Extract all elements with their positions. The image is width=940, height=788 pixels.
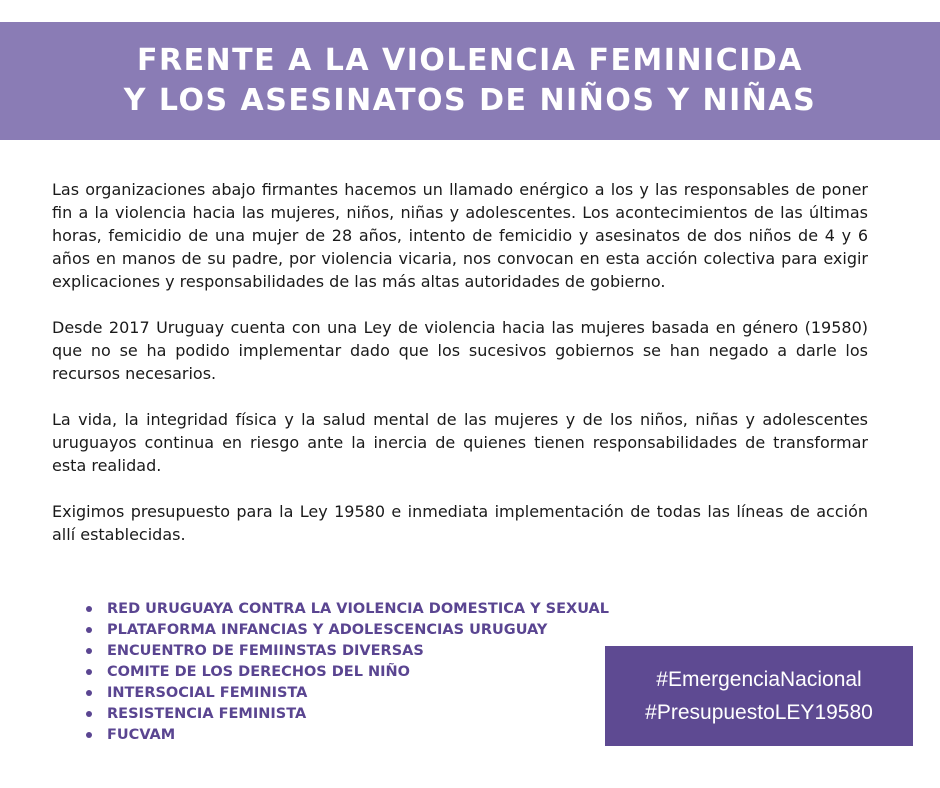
list-item xyxy=(86,640,609,661)
bullet-icon xyxy=(86,606,92,612)
statement-body xyxy=(52,178,868,569)
paragraph-law-19580: Desde 2017 Uruguay cuenta con una Ley de violencia hacia las mujeres basada en género (19580) que no se ha podido implementar dado que los sucesivos gobiernos se han negado a darle los recursos necesarios. xyxy=(52,318,868,383)
title-line-1: FRENTE A LA VIOLENCIA FEMINICIDA xyxy=(136,43,804,78)
hashtag-presupuesto-ley: #PresupuestoLEY19580 xyxy=(645,701,873,724)
list-item xyxy=(86,619,609,640)
paragraph-risk: La vida, la integridad física y la salud mental de las mujeres y de los niños, niñas y adolescentes uruguayos continua en riesgo ante la inercia de quienes tienen responsabilidades de transformar esta realidad. xyxy=(52,410,868,475)
list-item xyxy=(86,682,609,703)
bullet-icon xyxy=(86,648,92,654)
organization-name: ENCUENTRO DE FEMIINSTAS DIVERSAS xyxy=(107,642,424,659)
organization-name: RED URUGUAYA CONTRA LA VIOLENCIA DOMESTICA Y SEXUAL xyxy=(107,600,609,617)
organization-name: FUCVAM xyxy=(107,726,176,743)
organization-name: PLATAFORMA INFANCIAS Y ADOLESCENCIAS URUGUAY xyxy=(107,621,548,638)
list-item xyxy=(86,598,609,619)
organization-name: RESISTENCIA FEMINISTA xyxy=(107,705,307,722)
title-line-2: Y LOS ASESINATOS DE NIÑOS Y NIÑAS xyxy=(123,83,817,118)
bullet-icon xyxy=(86,711,92,717)
signatory-organizations-list xyxy=(86,598,609,745)
bullet-icon xyxy=(86,669,92,675)
list-item xyxy=(86,661,609,682)
paragraph-demand: Exigimos presupuesto para la Ley 19580 e inmediata implementación de todas las líneas de acción allí establecidas. xyxy=(52,502,868,544)
hashtag-box xyxy=(605,646,913,746)
bullet-icon xyxy=(86,690,92,696)
hashtag-emergencia-nacional: #EmergenciaNacional xyxy=(656,668,862,691)
list-item xyxy=(86,724,609,745)
bullet-icon xyxy=(86,627,92,633)
header-banner xyxy=(0,22,940,140)
paragraph-call-to-action: Las organizaciones abajo firmantes hacemos un llamado enérgico a los y las responsables de poner fin a la violencia hacia las mujeres, niños, niñas y adolescentes. Los acontecimientos de las últimas horas, femicidio de una mujer de 28 años, intento de femicidio y asesinatos de dos niños de 4 y 6 años en manos de su padre, por violencia vicaria, nos convocan en esta acción colectiva para exigir explicaciones y responsabilidades de las más altas autoridades de gobierno. xyxy=(52,180,868,291)
bullet-icon xyxy=(86,732,92,738)
organization-name: COMITE DE LOS DERECHOS DEL NIÑO xyxy=(107,663,410,680)
list-item xyxy=(86,703,609,724)
organization-name: INTERSOCIAL FEMINISTA xyxy=(107,684,308,701)
